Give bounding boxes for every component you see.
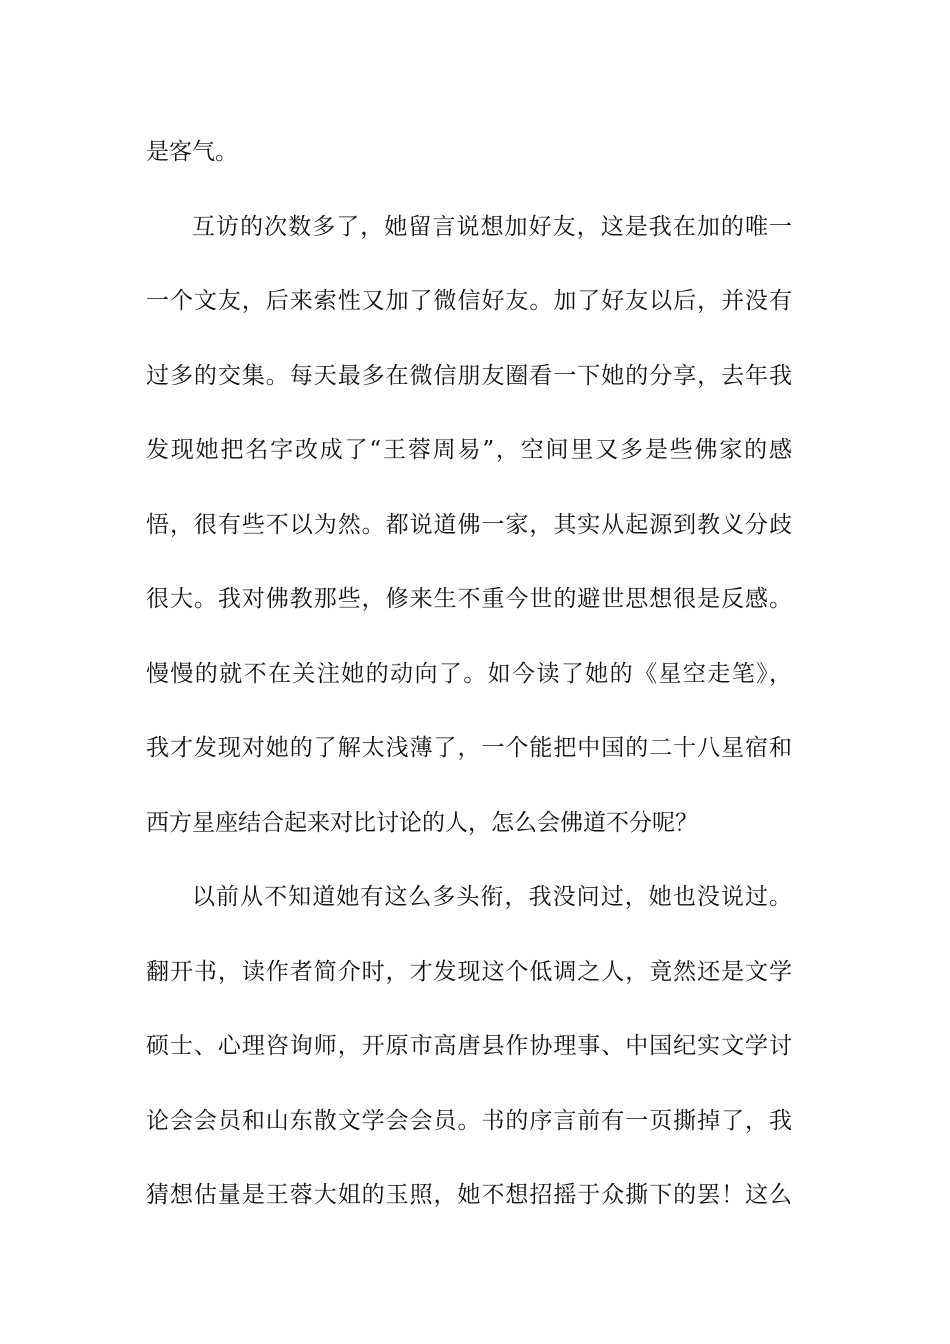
text-line-5: 发现她把名字改成了“王蓉周易”，空间里又多是些佛家的感 — [146, 437, 792, 463]
text-line-1: 是客气。 — [146, 139, 238, 165]
text-line-13: 硕士、心理咨询师，开原市高唐县作协理事、中国纪实文学讨 — [146, 1033, 792, 1059]
text-line-6: 悟，很有些不以为然。都说道佛一家，其实从起源到教义分歧 — [146, 512, 792, 538]
paragraph-start-line-2: 互访的次数多了，她留言说想加好友，这是我在加的唯一 — [192, 214, 792, 240]
text-line-14: 论会会员和山东散文学会会员。书的序言前有一页撕掉了，我 — [146, 1108, 792, 1134]
text-line-4: 过多的交集。每天最多在微信朋友圈看一下她的分享，去年我 — [146, 363, 792, 389]
text-line-12: 翻开书，读作者简介时，才发现这个低调之人，竟然还是文学 — [146, 959, 792, 985]
text-line-15: 猜想估量是王蓉大姐的玉照，她不想招摇于众撕下的罢！这么 — [146, 1182, 792, 1208]
paragraph-start-line-11: 以前从不知道她有这么多头衔，我没问过，她也没说过。 — [192, 884, 792, 910]
text-line-9: 我才发现对她的了解太浅薄了，一个能把中国的二十八星宿和 — [146, 735, 792, 761]
text-line-8: 慢慢的就不在关注她的动向了。如今读了她的《星空走笔》， — [146, 661, 792, 687]
text-line-3: 一个文友，后来索性又加了微信好友。加了好友以后，并没有 — [146, 288, 792, 314]
text-line-7: 很大。我对佛教那些，修来生不重今世的避世思想很是反感。 — [146, 586, 792, 612]
text-line-10: 西方星座结合起来对比讨论的人，怎么会佛道不分呢？ — [146, 810, 698, 836]
